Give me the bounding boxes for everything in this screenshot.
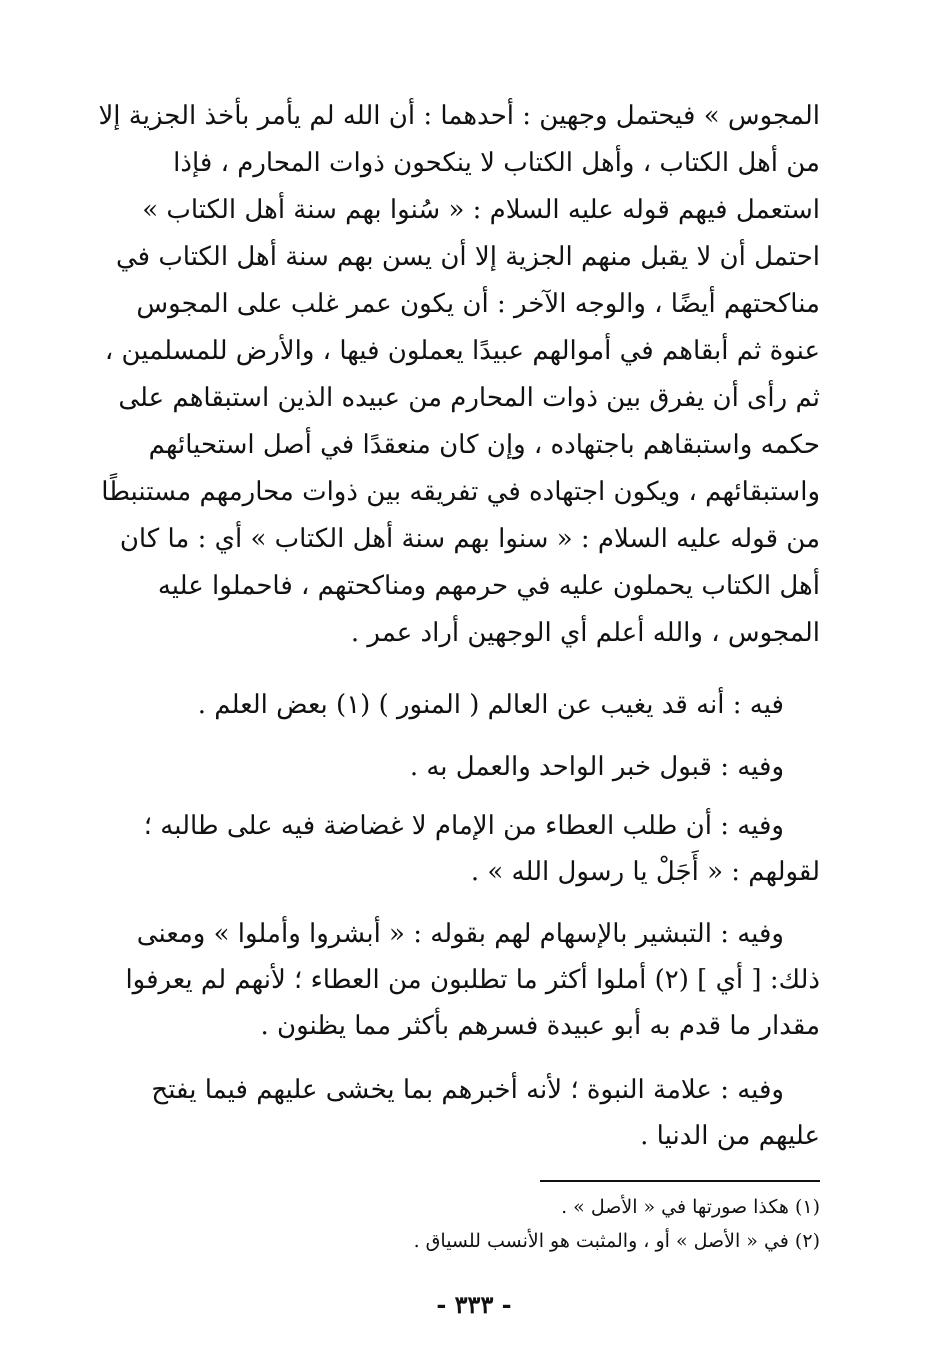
text-line: المجوس ، والله أعلم أي الوجهين أراد عمر . — [350, 618, 820, 648]
text-line: وفيه : التبشير بالإسهام لهم بقوله : « أبشروا وأملوا » ومعنى — [136, 919, 784, 949]
benefit-paragraph — [136, 1067, 820, 1159]
text-line: وفيه : علامة النبوة ؛ لأنه أخبرهم بما يخشى عليهم فيما يفتح — [151, 1075, 784, 1105]
footnote-separator — [540, 1180, 820, 1182]
text-line: واستبقائهم ، ويكون اجتهاده في تفريقه بين ذوات محارمهم مستنبطًا — [101, 477, 820, 507]
text-line: احتمل أن لا يقبل منهم الجزية إلا أن يسن بهم سنة أهل الكتاب في — [115, 242, 820, 272]
benefit-paragraph — [136, 682, 820, 728]
text-line: عنوة ثم أبقاهم في أموالهم عبيدًا يعملون فيها ، والأرض للمسلمين ، — [104, 336, 820, 366]
text-line: من أهل الكتاب ، وأهل الكتاب لا ينكحون ذوات المحارم ، فإذا — [173, 148, 820, 178]
benefit-paragraph — [136, 744, 820, 790]
text-line: مقدار ما قدم به أبو عبيدة فسرهم بأكثر مما يظنون . — [260, 1011, 820, 1041]
text-line: حكمه واستبقاهم باجتهاده ، وإن كان منعقدًا في أصل استحيائهم — [148, 430, 820, 460]
text-line: وفيه : أن طلب العطاء من الإمام لا غضاضة فيه على طالبه ؛ — [143, 811, 784, 841]
main-paragraph — [98, 93, 820, 657]
text-line: مناكحتهم أيضًا ، والوجه الآخر : أن يكون عمر غلب على المجوس — [136, 289, 820, 319]
text-line: المجوس » فيحتمل وجهين : أحدهما : أن الله لم يأمر بأخذ الجزية إلا — [98, 101, 820, 131]
text-line: استعمل فيهم قوله عليه السلام : « سُنوا بهم سنة أهل الكتاب » — [142, 195, 820, 225]
footnote: (٢) في « الأصل » أو ، والمثبت هو الأنسب للسياق . — [413, 1230, 820, 1252]
page-number: - ٣٣٣ - — [436, 1290, 512, 1319]
text-line: فيه : أنه قد يغيب عن العالم ( المنور ) (١) بعض العلم . — [197, 690, 784, 720]
text-line: عليهم من الدنيا . — [640, 1121, 820, 1151]
footnote: (١) هكذا صورتها في « الأصل » . — [561, 1196, 820, 1218]
text-line: ذلك: [ أي ] (٢) أملوا أكثر ما تطلبون من العطاء ؛ لأنهم لم يعرفوا — [125, 965, 820, 995]
text-line: أهل الكتاب يحملون عليه في حرمهم ومناكحتهم ، فاحملوا عليه — [157, 571, 820, 601]
text-line: ثم رأى أن يفرق بين ذوات المحارم من عبيده الذين استبقاهم على — [118, 383, 820, 413]
footnotes — [136, 1190, 820, 1258]
text-line: وفيه : قبول خبر الواحد والعمل به . — [409, 752, 784, 782]
text-line: من قوله عليه السلام : « سنوا بهم سنة أهل الكتاب » أي : ما كان — [119, 524, 820, 554]
benefit-paragraph — [136, 803, 820, 895]
text-line: لقولهم : « أَجَلْ يا رسول الله » . — [470, 857, 820, 887]
benefit-paragraph — [125, 911, 820, 1049]
